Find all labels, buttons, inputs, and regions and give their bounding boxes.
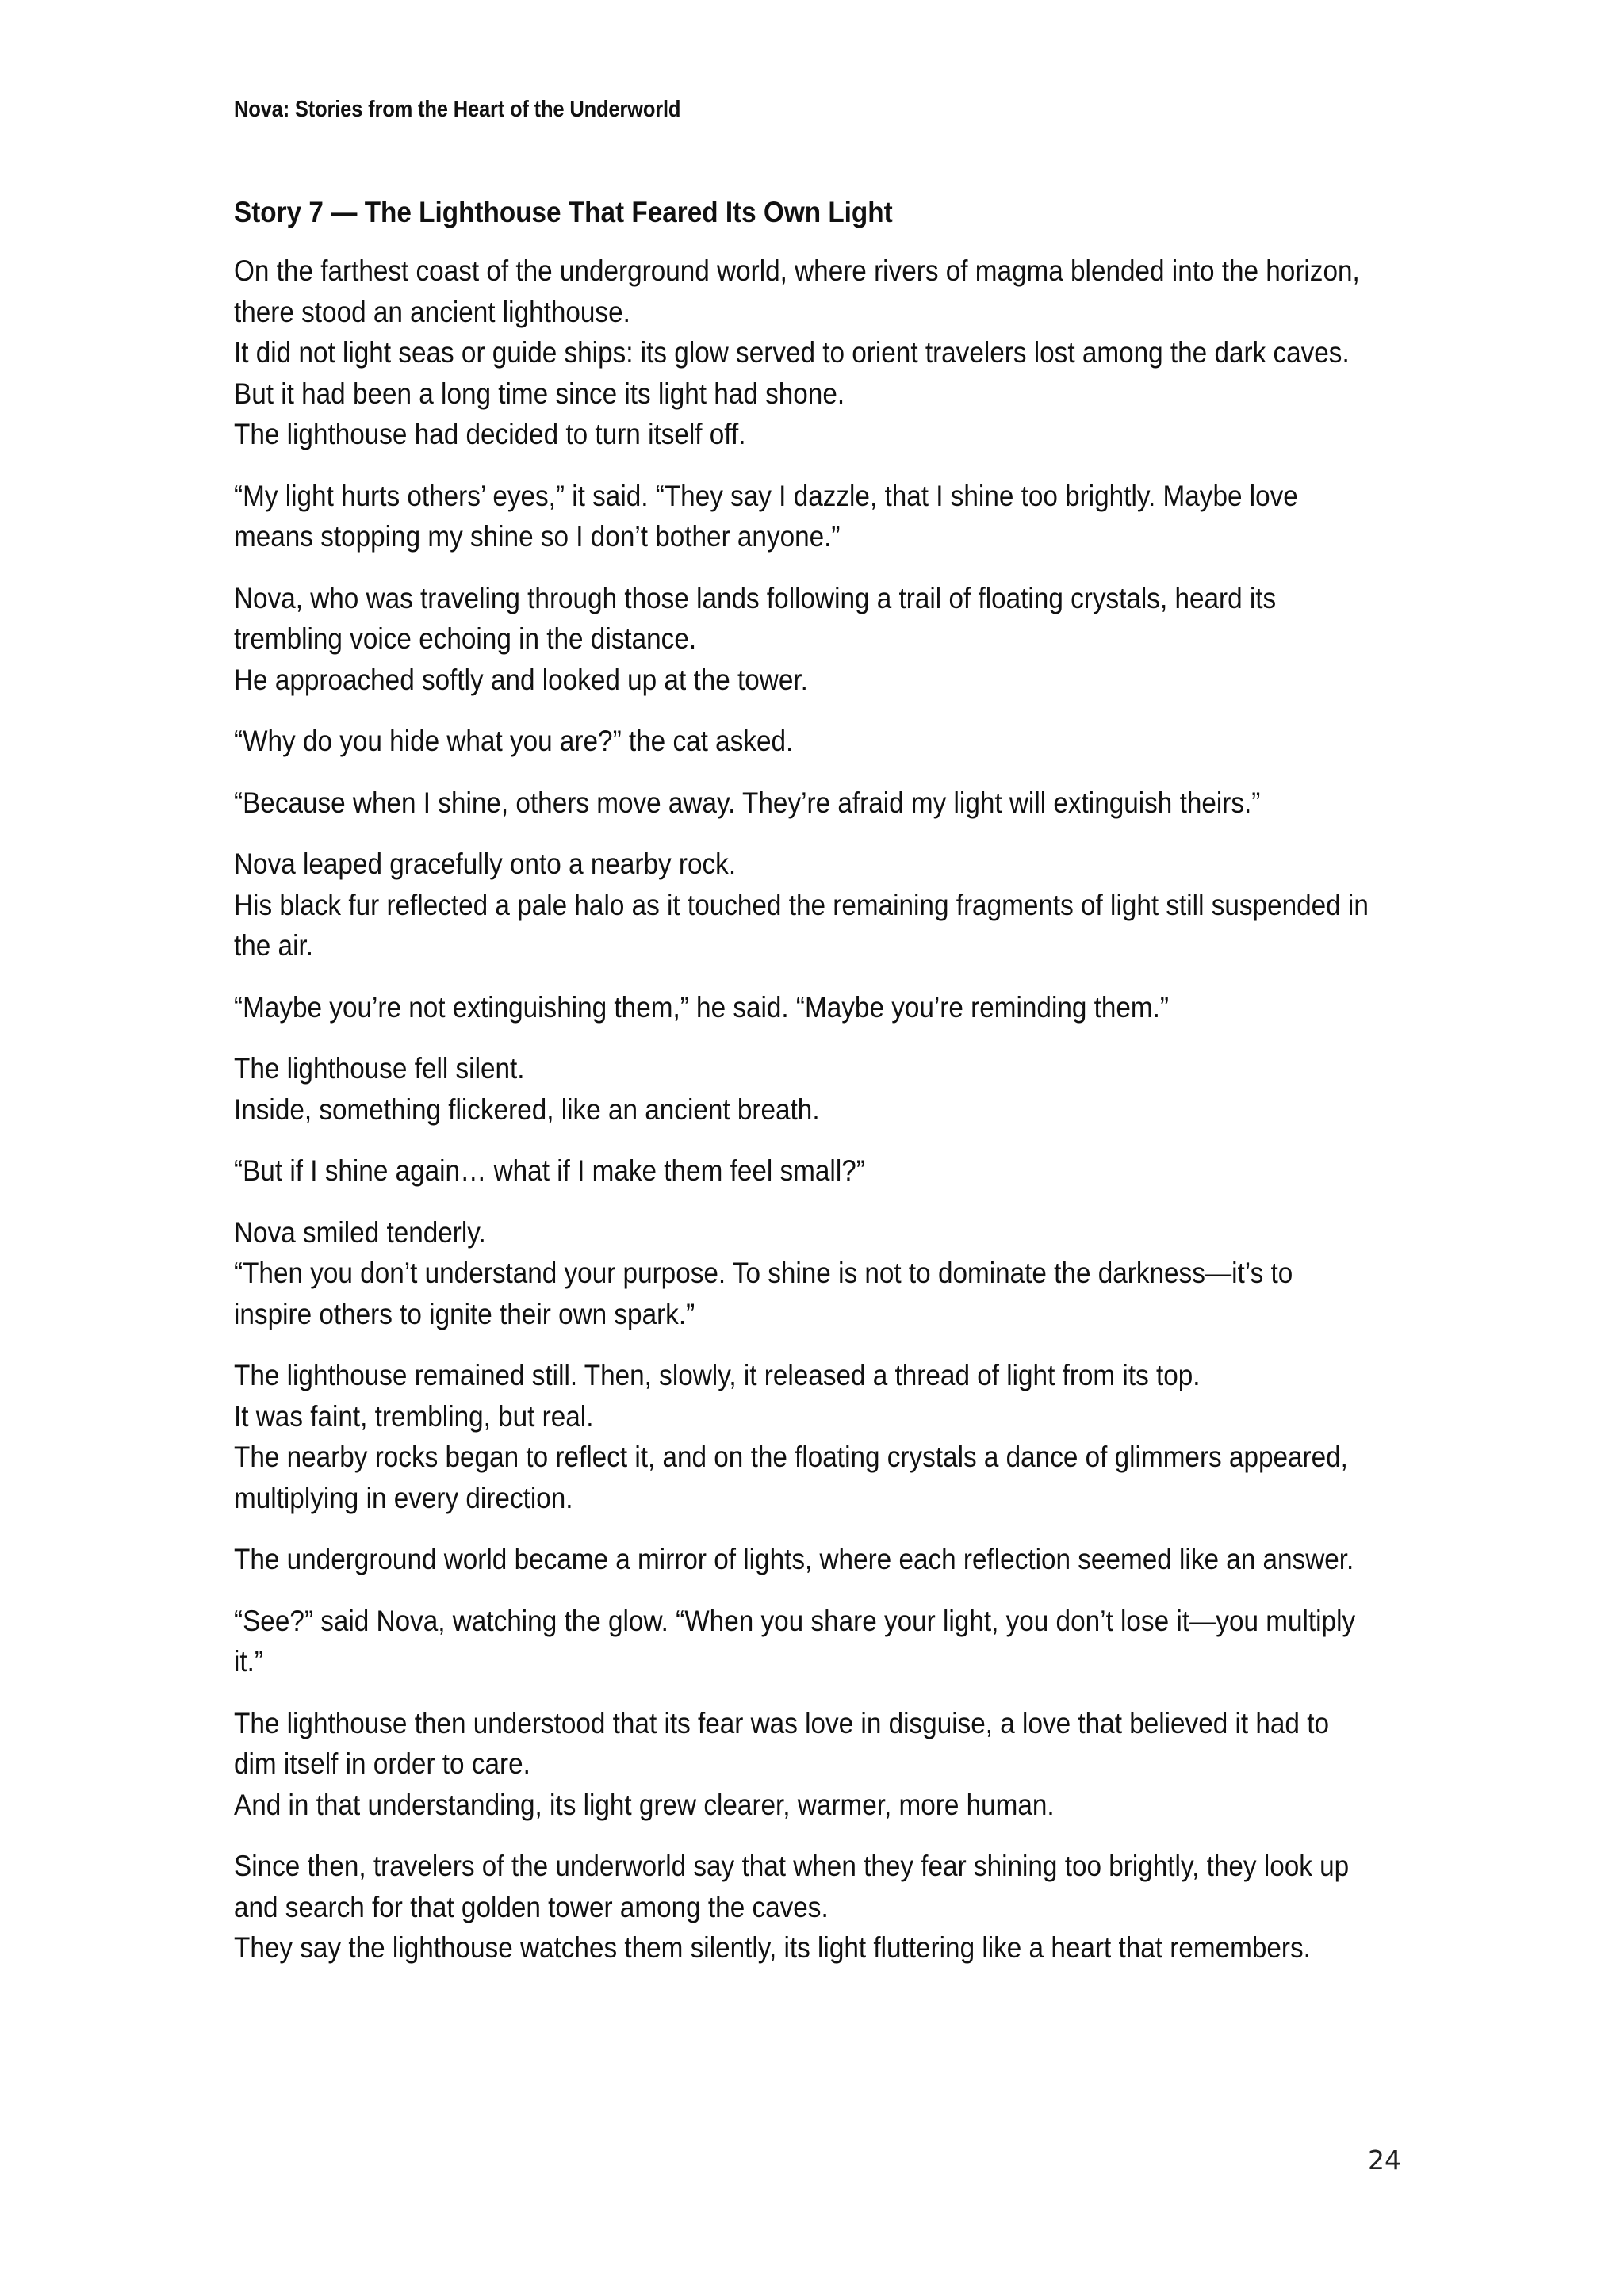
text-line: Nova leaped gracefully onto a nearby rock. xyxy=(234,848,737,880)
paragraph xyxy=(234,476,1419,557)
paragraph xyxy=(234,1601,1419,1682)
text-line: “My light hurts others’ eyes,” it said. “They say I dazzle, that I shine too brightly. Maybe love xyxy=(234,479,1298,512)
paragraph xyxy=(234,1846,1419,1969)
text-line: Nova smiled tenderly. xyxy=(234,1215,486,1249)
text-line: Since then, travelers of the underworld say that when they fear shining too brightly, they look up xyxy=(234,1850,1350,1882)
text-line: They say the lighthouse watches them silently, its light fluttering like a heart that remembers. xyxy=(234,1931,1311,1964)
text-line: “Why do you hide what you are?” the cat asked. xyxy=(234,725,794,757)
paragraph xyxy=(234,1048,1419,1130)
text-line: trembling voice echoing in the distance. xyxy=(234,622,697,655)
text-line: His black fur reflected a pale halo as it touched the remaining fragments of light still suspended in xyxy=(234,888,1369,921)
paragraph xyxy=(234,987,1419,1028)
text-line: The nearby rocks began to reflect it, and on the floating crystals a dance of glimmers appeared, xyxy=(234,1441,1348,1473)
paragraph xyxy=(234,1355,1419,1518)
text-line: He approached softly and looked up at the tower. xyxy=(234,663,808,696)
paragraph xyxy=(234,578,1419,701)
text-line: On the farthest coast of the underground world, where rivers of magma blended into the horizon, xyxy=(234,254,1360,287)
text-line: means stopping my shine so I don’t bother anyone.” xyxy=(234,520,841,553)
text-line: The lighthouse remained still. Then, slowly, it released a thread of light from its top. xyxy=(234,1359,1201,1391)
text-line: the air. xyxy=(234,929,313,962)
text-line: And in that understanding, its light grew clearer, warmer, more human. xyxy=(234,1788,1055,1821)
story-content xyxy=(234,192,1419,1989)
text-line: The lighthouse fell silent. xyxy=(234,1052,525,1085)
text-line: and search for that golden tower among the caves. xyxy=(234,1890,829,1923)
paragraph xyxy=(234,251,1419,455)
text-line: It did not light seas or guide ships: its glow served to orient travelers lost among the dark caves. xyxy=(234,336,1350,369)
text-line: It was faint, trembling, but real. xyxy=(234,1399,594,1433)
paragraph xyxy=(234,783,1419,824)
text-line: “Because when I shine, others move away. They’re afraid my light will extinguish theirs.” xyxy=(234,786,1261,819)
running-header: Nova: Stories from the Heart of the Underworld xyxy=(234,97,681,122)
paragraph xyxy=(234,721,1419,762)
text-line: Nova, who was traveling through those lands following a trail of floating crystals, heard its xyxy=(234,581,1277,614)
paragraph xyxy=(234,1150,1419,1192)
paragraph xyxy=(234,844,1419,966)
page-number: 24 xyxy=(1368,2145,1401,2175)
paragraph xyxy=(234,1703,1419,1826)
text-line: But it had been a long time since its light had shone. xyxy=(234,377,845,410)
paragraph xyxy=(234,1539,1419,1580)
text-line: “But if I shine again… what if I make them feel small?” xyxy=(234,1154,865,1187)
paragraph xyxy=(234,1212,1419,1335)
text-line: The underground world became a mirror of lights, where each reflection seemed like an answer. xyxy=(234,1543,1354,1575)
text-line: “Then you don’t understand your purpose. To shine is not to dominate the darkness—it’s to xyxy=(234,1257,1293,1289)
text-line: inspire others to ignite their own spark.” xyxy=(234,1297,695,1330)
story-title: Story 7 — The Lighthouse That Feared Its Own Light xyxy=(234,196,893,228)
text-line: “See?” said Nova, watching the glow. “When you share your light, you don’t lose it—you multiply xyxy=(234,1604,1356,1637)
text-line: The lighthouse had decided to turn itself off. xyxy=(234,418,746,450)
text-line: The lighthouse then understood that its fear was love in disguise, a love that believed it had to xyxy=(234,1706,1329,1739)
text-line: Inside, something flickered, like an ancient breath. xyxy=(234,1093,820,1126)
text-line: dim itself in order to care. xyxy=(234,1747,530,1780)
text-line: there stood an ancient lighthouse. xyxy=(234,295,630,328)
text-line: it.” xyxy=(234,1645,263,1678)
text-line: multiplying in every direction. xyxy=(234,1481,573,1514)
text-line: “Maybe you’re not extinguishing them,” he said. “Maybe you’re reminding them.” xyxy=(234,990,1170,1024)
